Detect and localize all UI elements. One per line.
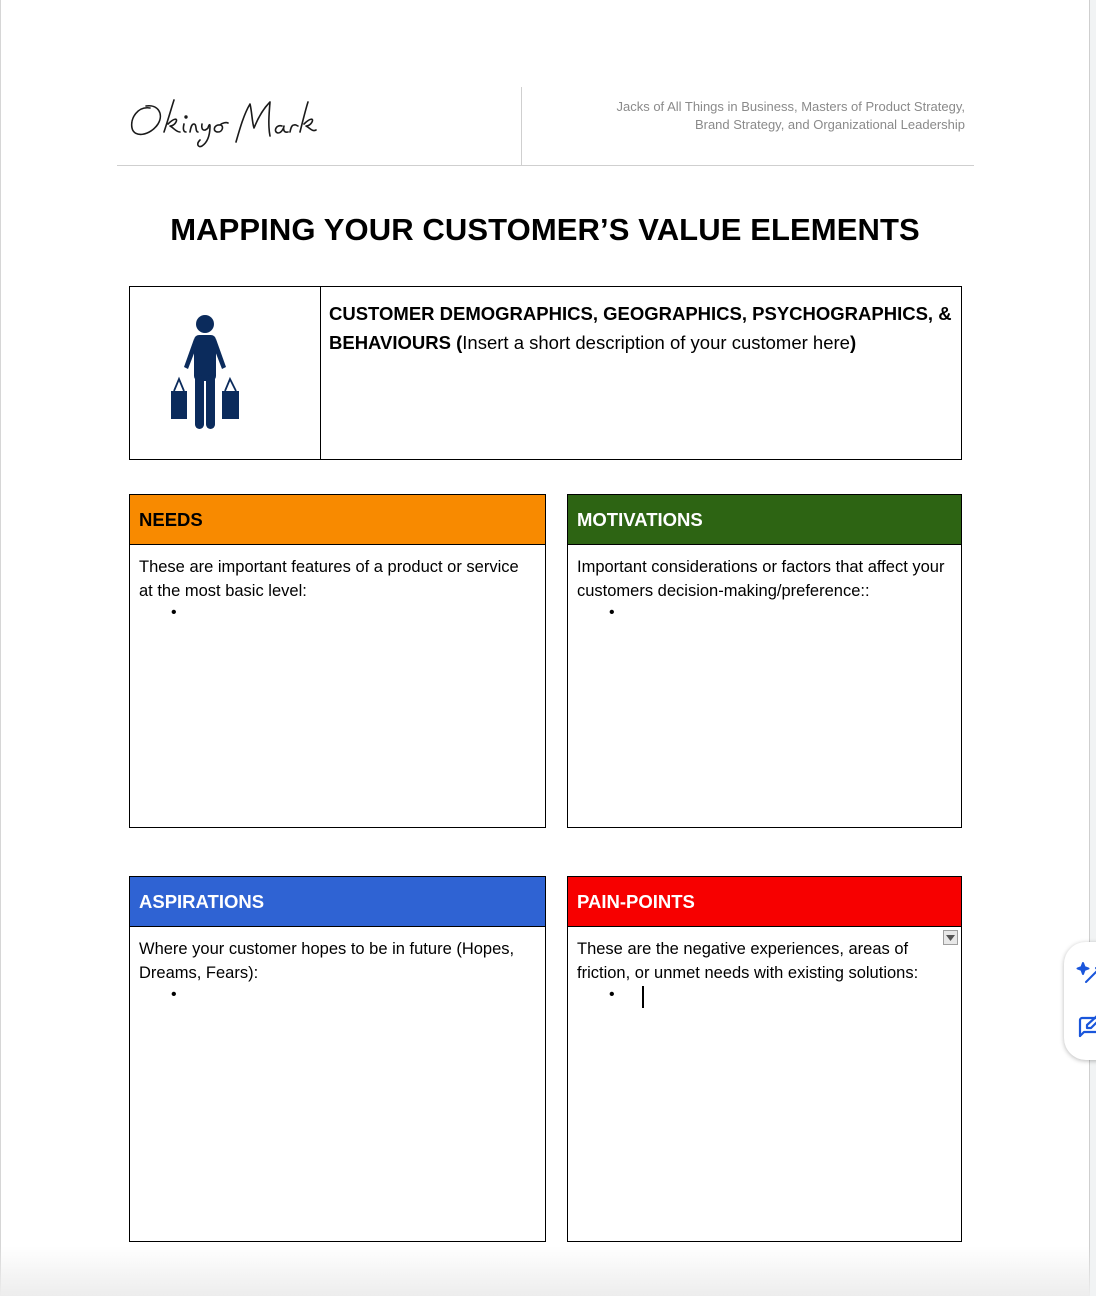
- needs-section[interactable]: [129, 494, 546, 828]
- pain-points-section[interactable]: [567, 876, 962, 1242]
- header-divider-horizontal: [117, 165, 974, 166]
- signature-icon: [128, 92, 318, 148]
- tagline-line-2: Brand Strategy, and Organizational Leadership: [694, 117, 965, 132]
- aspirations-title: ASPIRATIONS: [139, 891, 265, 912]
- customer-profile-table: [129, 286, 962, 460]
- chevron-down-icon: [946, 935, 955, 941]
- suggest-edit-icon: [1076, 1014, 1096, 1040]
- tagline-line-1: Jacks of All Things in Business, Masters of Product Strategy,: [616, 99, 965, 114]
- motivations-title: MOTIVATIONS: [577, 509, 703, 530]
- aspirations-section[interactable]: [129, 876, 546, 1242]
- customer-placeholder: Insert a short description of your customer here: [462, 332, 850, 353]
- pain-points-header: [568, 877, 961, 927]
- aspirations-bullet[interactable]: •: [171, 986, 177, 1003]
- pain-points-title: PAIN-POINTS: [577, 891, 695, 912]
- header-divider-vertical: [521, 87, 522, 165]
- side-floating-toolbar: [1064, 942, 1096, 1060]
- canvas-gutter: [1090, 0, 1096, 1296]
- pain-points-bullet[interactable]: •: [609, 986, 615, 1003]
- customer-icon-cell[interactable]: [130, 287, 321, 459]
- needs-header: [130, 495, 545, 545]
- motivations-bullet[interactable]: •: [609, 604, 615, 621]
- motivations-body[interactable]: Important considerations or factors that affect your customers decision-making/preference::: [577, 558, 945, 600]
- table-cell-dropdown-button[interactable]: [943, 930, 958, 945]
- needs-title: NEEDS: [139, 509, 203, 530]
- suggest-edit-button[interactable]: [1076, 1014, 1096, 1040]
- pain-points-body[interactable]: These are the negative experiences, areas of friction, or unmet needs with existing solutions:: [577, 940, 919, 982]
- customer-description[interactable]: [329, 299, 959, 357]
- needs-body[interactable]: These are important features of a product or service at the most basic level:: [139, 558, 519, 600]
- motivations-section[interactable]: [567, 494, 962, 828]
- ai-sparkle-button[interactable]: [1076, 960, 1096, 986]
- needs-bullet[interactable]: •: [171, 604, 177, 621]
- aspirations-header: [130, 877, 545, 927]
- text-cursor: [642, 986, 644, 1008]
- header-tagline: [545, 98, 965, 134]
- motivations-header: [568, 495, 961, 545]
- signature-logo: [128, 92, 318, 148]
- page-bottom-shadow: [0, 1246, 1090, 1296]
- ai-sparkle-icon: [1076, 960, 1096, 986]
- customer-heading: CUSTOMER DEMOGRAPHICS, GEOGRAPHICS, PSYCHOGRAPHICS, & BEHAVIOURS (: [329, 303, 952, 353]
- document-title[interactable]: MAPPING YOUR CUSTOMER’S VALUE ELEMENTS: [170, 212, 920, 247]
- shopper-icon: [171, 315, 245, 431]
- customer-closing-paren: ): [849, 332, 857, 353]
- page-edge-left: [0, 0, 1, 1296]
- aspirations-body[interactable]: Where your customer hopes to be in future (Hopes, Dreams, Fears):: [139, 940, 515, 982]
